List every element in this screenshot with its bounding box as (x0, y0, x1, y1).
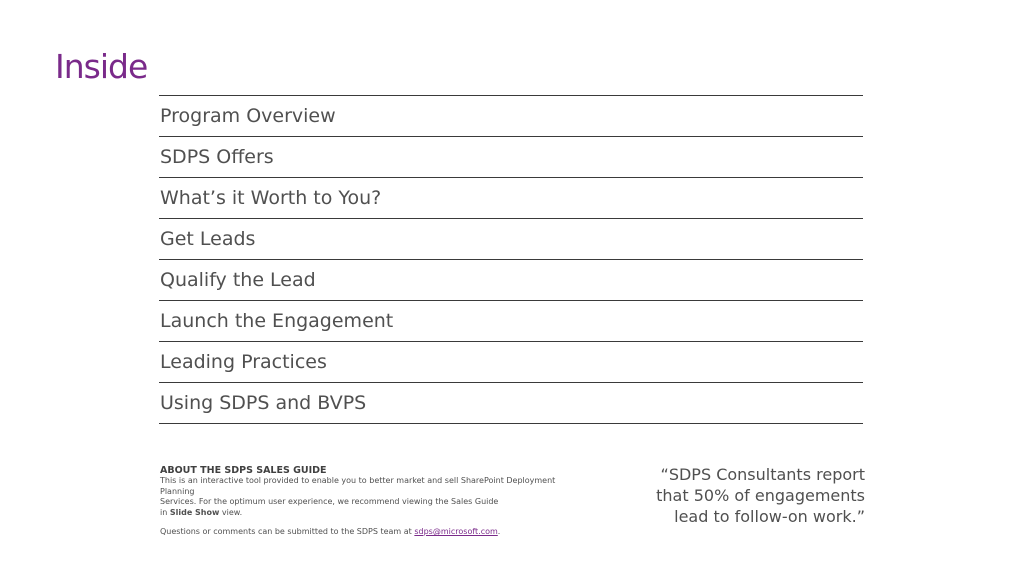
toc-item-label: Program Overview (160, 105, 336, 127)
toc-item-whats-it-worth[interactable] (159, 178, 863, 219)
testimonial-quote (625, 464, 865, 527)
toc-item-label: What’s it Worth to You? (160, 187, 382, 209)
toc-item-program-overview[interactable] (159, 96, 863, 137)
questions-text (160, 527, 580, 538)
toc-item-launch-the-engagement[interactable] (159, 301, 863, 342)
toc-item-label: Get Leads (160, 228, 256, 250)
quote-line: “SDPS Consultants report (660, 465, 865, 484)
questions-prefix: Questions or comments can be submitted to the SDPS team at (160, 527, 415, 536)
table-of-contents (159, 95, 863, 424)
toc-item-label: SDPS Offers (160, 146, 274, 168)
toc-item-sdps-offers[interactable] (159, 137, 863, 178)
toc-item-using-sdps-and-bvps[interactable] (159, 383, 863, 424)
about-text-line: Services. For the optimum user experience, we recommend viewing the Sales Guide (160, 497, 499, 506)
quote-line: lead to follow-on work.” (674, 507, 865, 526)
toc-item-qualify-the-lead[interactable] (159, 260, 863, 301)
about-text-line (160, 508, 580, 519)
slide-show-emphasis: Slide Show (169, 507, 220, 517)
about-section (160, 465, 580, 538)
about-text-prefix: in (160, 507, 170, 517)
toc-item-get-leads[interactable] (159, 219, 863, 260)
toc-item-label: Using SDPS and BVPS (160, 392, 367, 414)
toc-item-label: Qualify the Lead (160, 269, 316, 291)
about-heading: ABOUT THE SDPS SALES GUIDE (160, 465, 327, 476)
quote-line: that 50% of engagements (656, 486, 865, 505)
about-text-suffix: view. (219, 507, 243, 517)
toc-item-label: Launch the Engagement (160, 310, 394, 332)
about-text-line: This is an interactive tool provided to enable you to better market and sell SharePoint Deployment Planning (160, 476, 556, 496)
page-title: Inside (55, 47, 148, 87)
email-link[interactable]: sdps@microsoft.com (414, 527, 498, 536)
toc-item-leading-practices[interactable] (159, 342, 863, 383)
toc-item-label: Leading Practices (160, 351, 327, 373)
questions-suffix: . (497, 527, 501, 536)
